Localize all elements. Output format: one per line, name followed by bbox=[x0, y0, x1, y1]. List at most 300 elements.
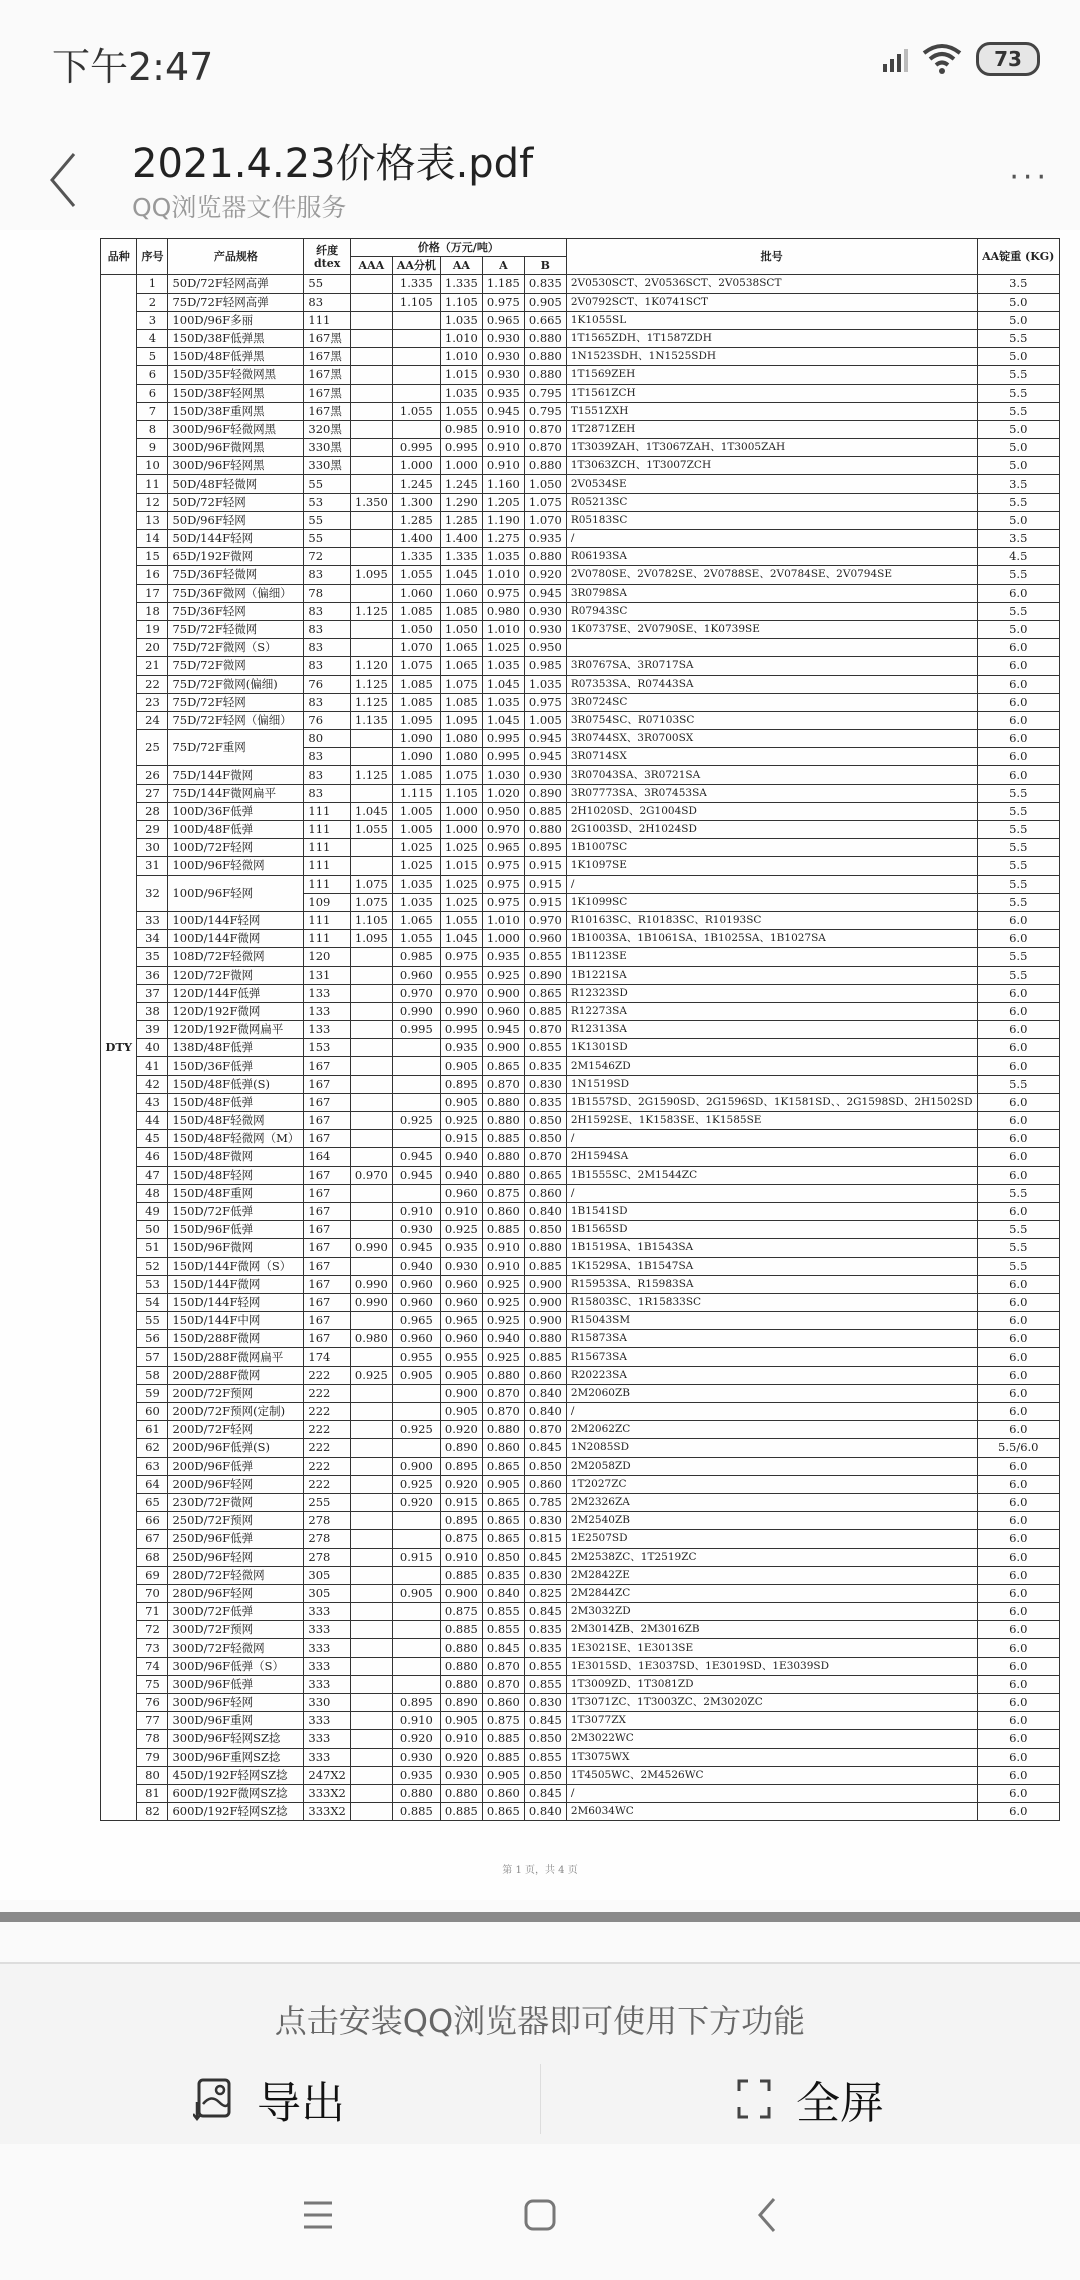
lot-cell: 3R0767SA、3R0717SA bbox=[566, 657, 977, 675]
price-aa-cell: 1.000 bbox=[440, 457, 482, 475]
lot-cell: R15803SC、1R15833SC bbox=[566, 1293, 977, 1311]
lot-cell: 1K1529SA、1B1547SA bbox=[566, 1257, 977, 1275]
table-row bbox=[101, 584, 1060, 602]
price-aa-cell: 0.875 bbox=[440, 1530, 482, 1548]
price-a-cell: 1.275 bbox=[482, 530, 524, 548]
price-b-cell: 0.930 bbox=[524, 602, 566, 620]
row-number-cell: 6 bbox=[137, 366, 168, 384]
lot-cell: 1B1519SA、1B1543SA bbox=[566, 1239, 977, 1257]
weight-cell: 6.0 bbox=[977, 1057, 1059, 1075]
price-aa-split-cell: 1.060 bbox=[392, 584, 440, 602]
row-number-cell: 21 bbox=[137, 657, 168, 675]
lot-cell: 2M2540ZB bbox=[566, 1512, 977, 1530]
row-number-cell: 63 bbox=[137, 1457, 168, 1475]
dtex-cell: 305 bbox=[304, 1584, 350, 1602]
weight-cell: 5.0 bbox=[977, 457, 1059, 475]
price-b-cell: 0.845 bbox=[524, 1439, 566, 1457]
price-a-cell: 0.930 bbox=[482, 329, 524, 347]
price-aaa-cell bbox=[350, 1603, 392, 1621]
spec-cell: 138D/48F低弹 bbox=[168, 1039, 304, 1057]
price-aa-cell: 0.960 bbox=[440, 1275, 482, 1293]
weight-cell: 6.0 bbox=[977, 1548, 1059, 1566]
dtex-cell: 333 bbox=[304, 1730, 350, 1748]
price-aaa-cell: 0.970 bbox=[350, 1166, 392, 1184]
price-a-cell: 1.205 bbox=[482, 493, 524, 511]
weight-cell: 5.5 bbox=[977, 329, 1059, 347]
lot-cell: 1K1099SC bbox=[566, 893, 977, 911]
spec-cell: 150D/36F低弹 bbox=[168, 1057, 304, 1075]
price-aa-cell: 1.000 bbox=[440, 802, 482, 820]
table-row bbox=[101, 402, 1060, 420]
table-row bbox=[101, 1475, 1060, 1493]
price-aa-cell: 0.925 bbox=[440, 1221, 482, 1239]
price-a-cell: 0.925 bbox=[482, 1293, 524, 1311]
table-row bbox=[101, 420, 1060, 438]
weight-cell: 6.0 bbox=[977, 1202, 1059, 1220]
table-row bbox=[101, 821, 1060, 839]
price-aaa-cell bbox=[350, 1002, 392, 1020]
table-row bbox=[101, 766, 1060, 784]
dtex-cell: 167黑 bbox=[304, 384, 350, 402]
weight-cell: 5.5 bbox=[977, 602, 1059, 620]
price-aa-split-cell: 1.095 bbox=[392, 711, 440, 729]
spec-cell: 120D/144F低弹 bbox=[168, 984, 304, 1002]
row-number-cell: 35 bbox=[137, 948, 168, 966]
price-table bbox=[100, 238, 1060, 1821]
header-variety: 品种 bbox=[101, 239, 137, 275]
table-row bbox=[101, 1694, 1060, 1712]
price-aa-split-cell: 1.335 bbox=[392, 275, 440, 293]
dtex-cell: 222 bbox=[304, 1384, 350, 1402]
dtex-cell: 333 bbox=[304, 1639, 350, 1657]
price-a-cell: 1.010 bbox=[482, 620, 524, 638]
dtex-cell: 53 bbox=[304, 493, 350, 511]
price-b-cell: 0.795 bbox=[524, 384, 566, 402]
dtex-cell: 111 bbox=[304, 802, 350, 820]
weight-cell: 6.0 bbox=[977, 1130, 1059, 1148]
table-row bbox=[101, 1366, 1060, 1384]
dtex-cell: 83 bbox=[304, 566, 350, 584]
price-aa-split-cell: 0.920 bbox=[392, 1493, 440, 1511]
dtex-cell: 167 bbox=[304, 1239, 350, 1257]
table-row bbox=[101, 1184, 1060, 1202]
lot-cell: 1N1523SDH、1N1525SDH bbox=[566, 348, 977, 366]
price-b-cell: 0.880 bbox=[524, 1239, 566, 1257]
price-a-cell: 0.975 bbox=[482, 875, 524, 893]
spec-cell: 50D/96F轻网 bbox=[168, 511, 304, 529]
spec-cell: 108D/72F轻微网 bbox=[168, 948, 304, 966]
table-row bbox=[101, 1075, 1060, 1093]
lot-cell: R07943SC bbox=[566, 602, 977, 620]
price-b-cell: 0.825 bbox=[524, 1584, 566, 1602]
more-menu-icon[interactable]: ··· bbox=[1009, 160, 1050, 195]
table-row bbox=[101, 1384, 1060, 1402]
table-row bbox=[101, 1039, 1060, 1057]
price-aaa-cell bbox=[350, 784, 392, 802]
weight-cell: 6.0 bbox=[977, 1512, 1059, 1530]
price-a-cell: 0.910 bbox=[482, 1257, 524, 1275]
spec-cell: 300D/96F重网 bbox=[168, 1712, 304, 1730]
price-aa-split-cell: 0.970 bbox=[392, 984, 440, 1002]
price-aaa-cell bbox=[350, 584, 392, 602]
lot-cell: 1T2871ZEH bbox=[566, 420, 977, 438]
row-number-cell: 5 bbox=[137, 348, 168, 366]
lot-cell: 1B1541SD bbox=[566, 1202, 977, 1220]
price-b-cell: 0.835 bbox=[524, 1639, 566, 1657]
price-aaa-cell bbox=[350, 620, 392, 638]
dtex-cell: 83 bbox=[304, 766, 350, 784]
lot-cell: 1B1007SC bbox=[566, 839, 977, 857]
price-a-cell: 0.880 bbox=[482, 1366, 524, 1384]
dtex-cell: 167 bbox=[304, 1112, 350, 1130]
price-aa-split-cell bbox=[392, 1512, 440, 1530]
weight-cell: 6.0 bbox=[977, 1603, 1059, 1621]
spec-cell: 300D/96F轻网SZ捻 bbox=[168, 1730, 304, 1748]
price-aa-cell: 1.010 bbox=[440, 329, 482, 347]
price-a-cell: 0.870 bbox=[482, 1403, 524, 1421]
row-number-cell: 65 bbox=[137, 1493, 168, 1511]
dtex-cell: 83 bbox=[304, 657, 350, 675]
nav-menu-button[interactable] bbox=[288, 2185, 348, 2245]
price-b-cell: 0.850 bbox=[524, 1730, 566, 1748]
table-row bbox=[101, 620, 1060, 638]
table-row bbox=[101, 566, 1060, 584]
row-number-cell: 69 bbox=[137, 1566, 168, 1584]
price-aa-cell: 0.940 bbox=[440, 1148, 482, 1166]
price-aaa-cell bbox=[350, 530, 392, 548]
weight-cell: 6.0 bbox=[977, 711, 1059, 729]
weight-cell: 5.0 bbox=[977, 511, 1059, 529]
price-b-cell: 0.900 bbox=[524, 1312, 566, 1330]
price-a-cell: 1.025 bbox=[482, 639, 524, 657]
price-aaa-cell: 1.350 bbox=[350, 493, 392, 511]
lot-cell: / bbox=[566, 875, 977, 893]
price-aaa-cell: 0.990 bbox=[350, 1293, 392, 1311]
price-b-cell: 0.880 bbox=[524, 348, 566, 366]
price-a-cell: 1.035 bbox=[482, 548, 524, 566]
table-row bbox=[101, 1293, 1060, 1311]
price-aa-split-cell: 0.895 bbox=[392, 1694, 440, 1712]
spec-cell: 150D/288F微网 bbox=[168, 1330, 304, 1348]
row-number-cell: 68 bbox=[137, 1548, 168, 1566]
weight-cell: 6.0 bbox=[977, 1657, 1059, 1675]
lot-cell: 3R07773SA、3R07453SA bbox=[566, 784, 977, 802]
dtex-cell: 55 bbox=[304, 530, 350, 548]
price-b-cell: 0.930 bbox=[524, 620, 566, 638]
price-aaa-cell bbox=[350, 1421, 392, 1439]
price-aaa-cell: 1.055 bbox=[350, 821, 392, 839]
price-aaa-cell: 1.125 bbox=[350, 693, 392, 711]
table-row bbox=[101, 1657, 1060, 1675]
price-aaa-cell: 0.980 bbox=[350, 1330, 392, 1348]
price-a-cell: 0.875 bbox=[482, 1712, 524, 1730]
table-row bbox=[101, 475, 1060, 493]
price-a-cell: 0.995 bbox=[482, 748, 524, 766]
price-aa-cell: 1.335 bbox=[440, 548, 482, 566]
dtex-cell: 83 bbox=[304, 620, 350, 638]
lot-cell: 1T3063ZCH、1T3007ZCH bbox=[566, 457, 977, 475]
price-b-cell: 0.830 bbox=[524, 1075, 566, 1093]
price-b-cell: 0.890 bbox=[524, 966, 566, 984]
lot-cell: 1T1561ZCH bbox=[566, 384, 977, 402]
lot-cell: 1T3071ZC、1T3003ZC、2M3020ZC bbox=[566, 1694, 977, 1712]
table-row bbox=[101, 275, 1060, 293]
lot-cell: 1T2027ZC bbox=[566, 1475, 977, 1493]
lot-cell: / bbox=[566, 1784, 977, 1802]
price-aa-split-cell: 0.885 bbox=[392, 1803, 440, 1821]
price-aaa-cell bbox=[350, 402, 392, 420]
price-aa-cell: 1.285 bbox=[440, 511, 482, 529]
price-aa-split-cell bbox=[392, 1093, 440, 1111]
spec-cell: 450D/192F轻网SZ捻 bbox=[168, 1766, 304, 1784]
price-aa-cell: 0.905 bbox=[440, 1366, 482, 1384]
price-aaa-cell bbox=[350, 1584, 392, 1602]
spec-cell: 100D/96F轻网 bbox=[168, 875, 304, 911]
weight-cell: 6.0 bbox=[977, 1712, 1059, 1730]
weight-cell: 6.0 bbox=[977, 1621, 1059, 1639]
price-aaa-cell bbox=[350, 1112, 392, 1130]
header-price-group: 价格（万元/吨） bbox=[350, 239, 566, 257]
price-aa-cell: 0.905 bbox=[440, 1057, 482, 1075]
lot-cell: 3R0798SA bbox=[566, 584, 977, 602]
lot-cell: 3R0744SX、3R0700SX bbox=[566, 730, 977, 748]
weight-cell: 6.0 bbox=[977, 1330, 1059, 1348]
weight-cell: 6.0 bbox=[977, 1112, 1059, 1130]
row-number-cell: 3 bbox=[137, 311, 168, 329]
status-time: 下午2:47 bbox=[52, 45, 214, 89]
price-aa-cell: 1.105 bbox=[440, 784, 482, 802]
dtex-cell: 83 bbox=[304, 784, 350, 802]
row-number-cell: 41 bbox=[137, 1057, 168, 1075]
lot-cell: 2H1020SD、2G1004SD bbox=[566, 802, 977, 820]
row-number-cell: 18 bbox=[137, 602, 168, 620]
price-aa-cell: 1.025 bbox=[440, 875, 482, 893]
price-b-cell: 0.795 bbox=[524, 402, 566, 420]
spec-cell: 120D/72F微网 bbox=[168, 966, 304, 984]
install-promo-text[interactable]: 点击安装QQ浏览器即可使用下方功能 bbox=[274, 2002, 806, 2040]
spec-cell: 280D/96F轻网 bbox=[168, 1584, 304, 1602]
price-a-cell: 0.980 bbox=[482, 602, 524, 620]
dtex-cell: 83 bbox=[304, 693, 350, 711]
nav-back-button[interactable] bbox=[738, 2185, 798, 2245]
table-row bbox=[101, 1166, 1060, 1184]
price-aa-cell: 0.960 bbox=[440, 1330, 482, 1348]
table-row bbox=[101, 839, 1060, 857]
table-row bbox=[101, 1130, 1060, 1148]
price-a-cell: 1.010 bbox=[482, 911, 524, 929]
price-b-cell: 0.915 bbox=[524, 857, 566, 875]
spec-cell: 150D/144F轻网 bbox=[168, 1293, 304, 1311]
spec-cell: 50D/144F轻网 bbox=[168, 530, 304, 548]
price-aa-split-cell: 1.245 bbox=[392, 475, 440, 493]
price-aaa-cell bbox=[350, 1075, 392, 1093]
price-aaa-cell bbox=[350, 1221, 392, 1239]
price-aaa-cell bbox=[350, 1712, 392, 1730]
price-b-cell: 0.885 bbox=[524, 1348, 566, 1366]
dtex-cell: 133 bbox=[304, 1021, 350, 1039]
lot-cell: R07353SA、R07443SA bbox=[566, 675, 977, 693]
spec-cell: 200D/72F轻网 bbox=[168, 1421, 304, 1439]
back-icon[interactable] bbox=[44, 150, 84, 210]
dtex-cell: 174 bbox=[304, 1348, 350, 1366]
price-aaa-cell: 0.925 bbox=[350, 1366, 392, 1384]
price-aaa-cell bbox=[350, 1493, 392, 1511]
spec-cell: 65D/192F微网 bbox=[168, 548, 304, 566]
row-number-cell: 28 bbox=[137, 802, 168, 820]
price-aa-split-cell: 1.055 bbox=[392, 566, 440, 584]
weight-cell: 6.0 bbox=[977, 1803, 1059, 1821]
lot-cell: 1B1565SD bbox=[566, 1221, 977, 1239]
price-aa-cell: 0.970 bbox=[440, 984, 482, 1002]
lot-cell: 2M3032ZD bbox=[566, 1603, 977, 1621]
header-aa-split: AA分机 bbox=[392, 257, 440, 275]
lot-cell: / bbox=[566, 1184, 977, 1202]
lot-cell: R10163SC、R10183SC、R10193SC bbox=[566, 911, 977, 929]
price-a-cell: 0.865 bbox=[482, 1057, 524, 1075]
price-aa-cell: 1.010 bbox=[440, 348, 482, 366]
dtex-cell: 167 bbox=[304, 1057, 350, 1075]
export-icon bbox=[193, 2076, 233, 2122]
price-aa-split-cell bbox=[392, 366, 440, 384]
price-a-cell: 0.910 bbox=[482, 1239, 524, 1257]
price-aa-split-cell: 1.065 bbox=[392, 911, 440, 929]
table-row bbox=[101, 984, 1060, 1002]
price-b-cell: 0.900 bbox=[524, 1293, 566, 1311]
lot-cell: 2V0792SCT、1K0741SCT bbox=[566, 293, 977, 311]
price-aa-cell: 0.920 bbox=[440, 1475, 482, 1493]
price-a-cell: 0.940 bbox=[482, 1330, 524, 1348]
spec-cell: 300D/72F轻微网 bbox=[168, 1639, 304, 1657]
price-aa-cell: 1.035 bbox=[440, 384, 482, 402]
price-a-cell: 0.900 bbox=[482, 984, 524, 1002]
price-a-cell: 1.030 bbox=[482, 766, 524, 784]
price-aaa-cell bbox=[350, 457, 392, 475]
header-no: 序号 bbox=[137, 239, 168, 275]
price-aa-cell: 0.895 bbox=[440, 1075, 482, 1093]
spec-cell: 75D/72F轻网高弹 bbox=[168, 293, 304, 311]
row-number-cell: 45 bbox=[137, 1130, 168, 1148]
weight-cell: 5.5 bbox=[977, 893, 1059, 911]
lot-cell bbox=[566, 639, 977, 657]
price-aa-split-cell: 0.905 bbox=[392, 1584, 440, 1602]
price-aaa-cell: 0.990 bbox=[350, 1275, 392, 1293]
row-number-cell: 8 bbox=[137, 420, 168, 438]
price-aaa-cell bbox=[350, 420, 392, 438]
price-aaa-cell bbox=[350, 1475, 392, 1493]
dtex-cell: 111 bbox=[304, 311, 350, 329]
dtex-cell: 278 bbox=[304, 1530, 350, 1548]
dtex-cell: 111 bbox=[304, 930, 350, 948]
price-aa-cell: 1.050 bbox=[440, 620, 482, 638]
price-a-cell: 0.845 bbox=[482, 1639, 524, 1657]
spec-cell: 75D/72F重网 bbox=[168, 730, 304, 766]
price-aaa-cell: 1.045 bbox=[350, 802, 392, 820]
table-row bbox=[101, 911, 1060, 929]
spec-cell: 75D/144F微网扁平 bbox=[168, 784, 304, 802]
price-aa-split-cell: 1.400 bbox=[392, 530, 440, 548]
price-b-cell: 0.850 bbox=[524, 1112, 566, 1130]
table-row bbox=[101, 457, 1060, 475]
price-aaa-cell bbox=[350, 1184, 392, 1202]
lot-cell: R15873SA bbox=[566, 1330, 977, 1348]
export-button[interactable] bbox=[0, 2056, 538, 2142]
spec-cell: 200D/72F预网(定制) bbox=[168, 1403, 304, 1421]
price-aa-cell: 1.245 bbox=[440, 475, 482, 493]
price-aaa-cell bbox=[350, 1512, 392, 1530]
row-number-cell: 29 bbox=[137, 821, 168, 839]
row-number-cell: 27 bbox=[137, 784, 168, 802]
spec-cell: 150D/38F重网黑 bbox=[168, 402, 304, 420]
price-aa-cell: 1.065 bbox=[440, 657, 482, 675]
price-aa-cell: 0.955 bbox=[440, 966, 482, 984]
spec-cell: 150D/38F低弹黑 bbox=[168, 329, 304, 347]
price-aa-split-cell: 0.925 bbox=[392, 1112, 440, 1130]
nav-home-button[interactable] bbox=[510, 2185, 570, 2245]
row-number-cell: 15 bbox=[137, 548, 168, 566]
lot-cell: 1N2085SD bbox=[566, 1439, 977, 1457]
row-number-cell: 32 bbox=[137, 875, 168, 911]
weight-cell: 5.5 bbox=[977, 966, 1059, 984]
price-a-cell: 0.995 bbox=[482, 730, 524, 748]
dtex-cell: 222 bbox=[304, 1421, 350, 1439]
table-row bbox=[101, 493, 1060, 511]
table-row bbox=[101, 1348, 1060, 1366]
dtex-cell: 133 bbox=[304, 1002, 350, 1020]
price-aaa-cell bbox=[350, 1730, 392, 1748]
weight-cell: 6.0 bbox=[977, 1312, 1059, 1330]
price-aaa-cell bbox=[350, 966, 392, 984]
weight-cell: 6.0 bbox=[977, 1493, 1059, 1511]
table-row bbox=[101, 875, 1060, 893]
lot-cell: 3R0724SC bbox=[566, 693, 977, 711]
price-aa-split-cell: 0.910 bbox=[392, 1712, 440, 1730]
row-number-cell: 57 bbox=[137, 1348, 168, 1366]
pdf-viewer[interactable] bbox=[0, 230, 1080, 1900]
table-row bbox=[101, 1002, 1060, 1020]
price-aa-split-cell bbox=[392, 1639, 440, 1657]
weight-cell: 6.0 bbox=[977, 639, 1059, 657]
price-aa-split-cell: 0.960 bbox=[392, 1293, 440, 1311]
spec-cell: 100D/144F轻网 bbox=[168, 911, 304, 929]
price-b-cell: 0.855 bbox=[524, 1748, 566, 1766]
dtex-cell: 330黑 bbox=[304, 457, 350, 475]
table-row bbox=[101, 1512, 1060, 1530]
price-aa-split-cell: 1.050 bbox=[392, 620, 440, 638]
price-aa-split-cell: 1.115 bbox=[392, 784, 440, 802]
price-b-cell: 0.945 bbox=[524, 584, 566, 602]
dtex-cell: 55 bbox=[304, 511, 350, 529]
bottom-panel bbox=[0, 1962, 1080, 2144]
system-nav-bar bbox=[0, 2145, 1080, 2280]
menu-icon bbox=[302, 2200, 334, 2230]
table-row bbox=[101, 1784, 1060, 1802]
fullscreen-button[interactable] bbox=[541, 2056, 1079, 2142]
lot-cell: 3R0754SC、R07103SC bbox=[566, 711, 977, 729]
weight-cell: 5.0 bbox=[977, 439, 1059, 457]
price-b-cell: 0.855 bbox=[524, 1039, 566, 1057]
price-aa-cell: 1.080 bbox=[440, 748, 482, 766]
price-aa-split-cell bbox=[392, 1603, 440, 1621]
price-aa-split-cell: 0.945 bbox=[392, 1239, 440, 1257]
price-aa-cell: 0.900 bbox=[440, 1584, 482, 1602]
row-number-cell: 36 bbox=[137, 966, 168, 984]
price-aa-split-cell: 0.945 bbox=[392, 1148, 440, 1166]
dtex-cell: 333X2 bbox=[304, 1784, 350, 1802]
lot-cell: 3R0714SX bbox=[566, 748, 977, 766]
price-aa-cell: 1.105 bbox=[440, 293, 482, 311]
row-number-cell: 50 bbox=[137, 1221, 168, 1239]
lot-cell: 2V0530SCT、2V0536SCT、2V0538SCT bbox=[566, 275, 977, 293]
